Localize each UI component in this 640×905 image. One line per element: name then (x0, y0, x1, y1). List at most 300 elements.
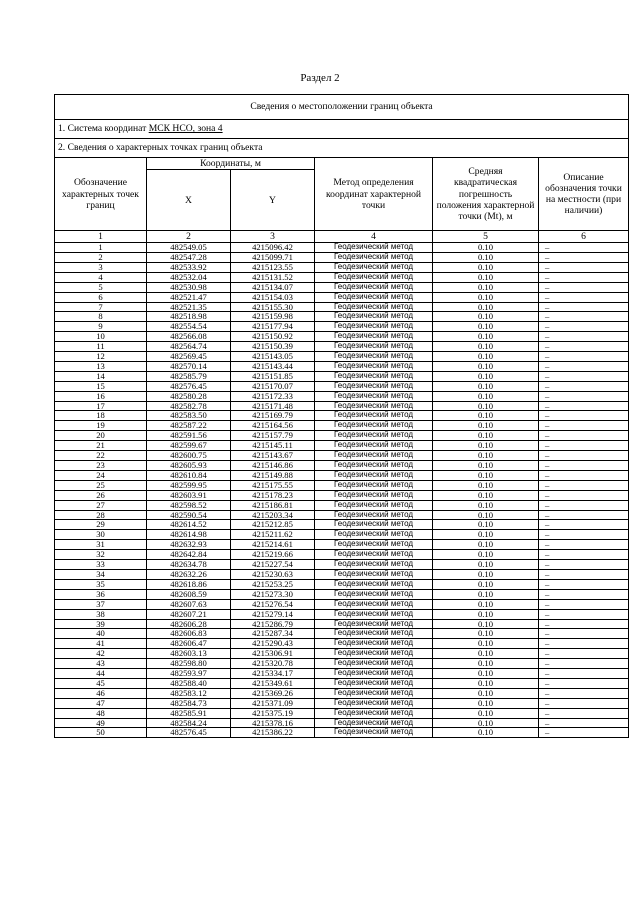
point-number-cell: 43 (55, 659, 147, 669)
point-number-cell: 1 (55, 243, 147, 253)
method-cell: Геодезический метод (315, 599, 433, 609)
point-number-cell: 7 (55, 302, 147, 312)
accuracy-cell: 0.10 (433, 649, 539, 659)
description-cell: – (539, 381, 629, 391)
y-coordinate-cell: 4215212.85 (231, 520, 315, 530)
x-coordinate-cell: 482606.28 (147, 619, 231, 629)
description-cell: – (539, 500, 629, 510)
point-number-cell: 28 (55, 510, 147, 520)
method-cell: Геодезический метод (315, 243, 433, 253)
table-row (55, 560, 629, 570)
y-coordinate-cell: 4215286.79 (231, 619, 315, 629)
accuracy-cell: 0.10 (433, 322, 539, 332)
x-coordinate-cell: 482606.83 (147, 629, 231, 639)
x-coordinate-cell: 482591.56 (147, 431, 231, 441)
description-cell: – (539, 401, 629, 411)
table-row (55, 252, 629, 262)
y-coordinate-cell: 4215149.88 (231, 470, 315, 480)
accuracy-cell: 0.10 (433, 401, 539, 411)
point-number-cell: 14 (55, 371, 147, 381)
table-row (55, 669, 629, 679)
y-coordinate-cell: 4215134.07 (231, 282, 315, 292)
method-cell: Геодезический метод (315, 678, 433, 688)
column-number: 6 (539, 231, 629, 243)
table-row (55, 292, 629, 302)
y-coordinate-cell: 4215150.39 (231, 342, 315, 352)
description-cell: – (539, 421, 629, 431)
x-coordinate-cell: 482614.52 (147, 520, 231, 530)
description-cell: – (539, 678, 629, 688)
table-row (55, 401, 629, 411)
x-coordinate-cell: 482598.52 (147, 500, 231, 510)
accuracy-cell: 0.10 (433, 361, 539, 371)
table-row (55, 480, 629, 490)
point-number-cell: 35 (55, 579, 147, 589)
table-row (55, 728, 629, 738)
y-coordinate-cell: 4215349.61 (231, 678, 315, 688)
description-cell: – (539, 589, 629, 599)
x-coordinate-cell: 482580.28 (147, 391, 231, 401)
y-coordinate-cell: 4215172.33 (231, 391, 315, 401)
method-cell: Геодезический метод (315, 550, 433, 560)
method-cell: Геодезический метод (315, 411, 433, 421)
method-cell: Геодезический метод (315, 461, 433, 471)
accuracy-cell: 0.10 (433, 560, 539, 570)
accuracy-cell: 0.10 (433, 510, 539, 520)
point-number-cell: 45 (55, 678, 147, 688)
description-cell: – (539, 540, 629, 550)
accuracy-cell: 0.10 (433, 500, 539, 510)
method-cell: Геодезический метод (315, 629, 433, 639)
x-coordinate-cell: 482598.80 (147, 659, 231, 669)
x-coordinate-cell: 482608.59 (147, 589, 231, 599)
table-row (55, 639, 629, 649)
x-coordinate-cell: 482533.92 (147, 262, 231, 272)
y-coordinate-cell: 4215378.16 (231, 718, 315, 728)
table-row (55, 708, 629, 718)
table-row (55, 629, 629, 639)
point-number-cell: 23 (55, 461, 147, 471)
method-cell: Геодезический метод (315, 252, 433, 262)
accuracy-cell: 0.10 (433, 589, 539, 599)
accuracy-cell: 0.10 (433, 669, 539, 679)
y-coordinate-cell: 4215157.79 (231, 431, 315, 441)
description-cell: – (539, 480, 629, 490)
accuracy-cell: 0.10 (433, 688, 539, 698)
accuracy-cell: 0.10 (433, 530, 539, 540)
x-coordinate-cell: 482530.98 (147, 282, 231, 292)
y-coordinate-cell: 4215123.55 (231, 262, 315, 272)
y-coordinate-cell: 4215386.22 (231, 728, 315, 738)
header-designation: Обозначение характерных точек границ (55, 158, 147, 231)
method-cell: Геодезический метод (315, 470, 433, 480)
y-coordinate-cell: 4215276.54 (231, 599, 315, 609)
description-cell: – (539, 599, 629, 609)
accuracy-cell: 0.10 (433, 678, 539, 688)
description-cell: – (539, 718, 629, 728)
table-row (55, 302, 629, 312)
y-coordinate-cell: 4215306.91 (231, 649, 315, 659)
point-number-cell: 25 (55, 480, 147, 490)
method-cell: Геодезический метод (315, 361, 433, 371)
table-row (55, 332, 629, 342)
table-row (55, 352, 629, 362)
table-title: Сведения о местоположении границ объекта (55, 95, 629, 120)
table-row (55, 649, 629, 659)
accuracy-cell: 0.10 (433, 431, 539, 441)
description-cell: – (539, 649, 629, 659)
point-number-cell: 2 (55, 252, 147, 262)
coord-system-line (55, 120, 629, 139)
accuracy-cell: 0.10 (433, 579, 539, 589)
description-cell: – (539, 510, 629, 520)
method-cell: Геодезический метод (315, 540, 433, 550)
table-row (55, 243, 629, 253)
method-cell: Геодезический метод (315, 530, 433, 540)
point-number-cell: 17 (55, 401, 147, 411)
method-cell: Геодезический метод (315, 569, 433, 579)
point-number-cell: 5 (55, 282, 147, 292)
table-row (55, 312, 629, 322)
point-number-cell: 20 (55, 431, 147, 441)
description-cell: – (539, 391, 629, 401)
method-cell: Геодезический метод (315, 490, 433, 500)
accuracy-cell: 0.10 (433, 540, 539, 550)
description-cell: – (539, 451, 629, 461)
method-cell: Геодезический метод (315, 322, 433, 332)
x-coordinate-cell: 482603.13 (147, 649, 231, 659)
accuracy-cell: 0.10 (433, 421, 539, 431)
y-coordinate-cell: 4215279.14 (231, 609, 315, 619)
y-coordinate-cell: 4215214.61 (231, 540, 315, 550)
column-number: 1 (55, 231, 147, 243)
method-cell: Геодезический метод (315, 371, 433, 381)
accuracy-cell: 0.10 (433, 470, 539, 480)
table-row (55, 678, 629, 688)
table-row (55, 490, 629, 500)
header-y: Y (231, 170, 315, 231)
header-accuracy (433, 158, 539, 231)
y-coordinate-cell: 4215253.25 (231, 579, 315, 589)
column-number: 3 (231, 231, 315, 243)
x-coordinate-cell: 482584.24 (147, 718, 231, 728)
method-cell: Геодезический метод (315, 669, 433, 679)
boundary-table (54, 94, 629, 738)
point-number-cell: 3 (55, 262, 147, 272)
method-cell: Геодезический метод (315, 500, 433, 510)
point-number-cell: 8 (55, 312, 147, 322)
accuracy-cell: 0.10 (433, 718, 539, 728)
y-coordinate-cell: 4215177.94 (231, 322, 315, 332)
y-coordinate-cell: 4215203.34 (231, 510, 315, 520)
accuracy-cell: 0.10 (433, 292, 539, 302)
description-cell: – (539, 332, 629, 342)
y-coordinate-cell: 4215371.09 (231, 698, 315, 708)
table-row (55, 619, 629, 629)
table-row (55, 381, 629, 391)
table-row (55, 441, 629, 451)
description-cell: – (539, 342, 629, 352)
x-coordinate-cell: 482603.91 (147, 490, 231, 500)
point-number-cell: 46 (55, 688, 147, 698)
method-cell: Геодезический метод (315, 381, 433, 391)
x-coordinate-cell: 482547.28 (147, 252, 231, 262)
header-x: X (147, 170, 231, 231)
table-row (55, 609, 629, 619)
accuracy-cell: 0.10 (433, 371, 539, 381)
header-coordinates: Координаты, м (147, 158, 315, 170)
point-number-cell: 49 (55, 718, 147, 728)
description-cell: – (539, 312, 629, 322)
table-row (55, 569, 629, 579)
method-cell: Геодезический метод (315, 421, 433, 431)
description-cell: – (539, 629, 629, 639)
point-number-cell: 34 (55, 569, 147, 579)
method-cell: Геодезический метод (315, 520, 433, 530)
method-cell: Геодезический метод (315, 718, 433, 728)
point-number-cell: 40 (55, 629, 147, 639)
y-coordinate-cell: 4215178.23 (231, 490, 315, 500)
method-cell: Геодезический метод (315, 302, 433, 312)
x-coordinate-cell: 482642.84 (147, 550, 231, 560)
accuracy-cell: 0.10 (433, 490, 539, 500)
column-number: 4 (315, 231, 433, 243)
x-coordinate-cell: 482521.47 (147, 292, 231, 302)
accuracy-cell: 0.10 (433, 381, 539, 391)
table-row (55, 431, 629, 441)
description-cell: – (539, 371, 629, 381)
y-coordinate-cell: 4215369.26 (231, 688, 315, 698)
method-cell: Геодезический метод (315, 698, 433, 708)
point-number-cell: 37 (55, 599, 147, 609)
y-coordinate-cell: 4215155.30 (231, 302, 315, 312)
accuracy-cell: 0.10 (433, 550, 539, 560)
x-coordinate-cell: 482570.14 (147, 361, 231, 371)
x-coordinate-cell: 482549.05 (147, 243, 231, 253)
point-number-cell: 9 (55, 322, 147, 332)
point-number-cell: 24 (55, 470, 147, 480)
y-coordinate-cell: 4215334.17 (231, 669, 315, 679)
y-coordinate-cell: 4215150.92 (231, 332, 315, 342)
description-cell: – (539, 441, 629, 451)
y-coordinate-cell: 4215219.66 (231, 550, 315, 560)
y-coordinate-cell: 4215096.42 (231, 243, 315, 253)
description-cell: – (539, 470, 629, 480)
method-cell: Геодезический метод (315, 649, 433, 659)
point-number-cell: 6 (55, 292, 147, 302)
description-cell: – (539, 530, 629, 540)
accuracy-cell: 0.10 (433, 262, 539, 272)
accuracy-cell: 0.10 (433, 282, 539, 292)
accuracy-cell: 0.10 (433, 480, 539, 490)
accuracy-cell: 0.10 (433, 451, 539, 461)
description-cell: – (539, 262, 629, 272)
table-row (55, 530, 629, 540)
point-number-cell: 44 (55, 669, 147, 679)
x-coordinate-cell: 482584.73 (147, 698, 231, 708)
y-coordinate-cell: 4215211.62 (231, 530, 315, 540)
point-number-cell: 50 (55, 728, 147, 738)
description-cell: – (539, 659, 629, 669)
point-number-cell: 33 (55, 560, 147, 570)
x-coordinate-cell: 482632.93 (147, 540, 231, 550)
x-coordinate-cell: 482607.63 (147, 599, 231, 609)
accuracy-cell: 0.10 (433, 302, 539, 312)
x-coordinate-cell: 482614.98 (147, 530, 231, 540)
description-cell: – (539, 708, 629, 718)
point-number-cell: 22 (55, 451, 147, 461)
y-coordinate-cell: 4215290.43 (231, 639, 315, 649)
method-cell: Геодезический метод (315, 560, 433, 570)
table-row (55, 272, 629, 282)
table-row (55, 461, 629, 471)
table-row (55, 540, 629, 550)
accuracy-cell: 0.10 (433, 619, 539, 629)
y-coordinate-cell: 4215099.71 (231, 252, 315, 262)
description-cell: – (539, 352, 629, 362)
x-coordinate-cell: 482610.84 (147, 470, 231, 480)
x-coordinate-cell: 482587.22 (147, 421, 231, 431)
y-coordinate-cell: 4215131.52 (231, 272, 315, 282)
x-coordinate-cell: 482583.12 (147, 688, 231, 698)
method-cell: Геодезический метод (315, 589, 433, 599)
accuracy-cell: 0.10 (433, 629, 539, 639)
method-cell: Геодезический метод (315, 342, 433, 352)
method-cell: Геодезический метод (315, 728, 433, 738)
y-coordinate-cell: 4215186.81 (231, 500, 315, 510)
x-coordinate-cell: 482632.26 (147, 569, 231, 579)
point-number-cell: 13 (55, 361, 147, 371)
table-row (55, 510, 629, 520)
point-number-cell: 11 (55, 342, 147, 352)
description-cell: – (539, 411, 629, 421)
description-cell: – (539, 252, 629, 262)
y-coordinate-cell: 4215287.34 (231, 629, 315, 639)
x-coordinate-cell: 482593.97 (147, 669, 231, 679)
table-row (55, 322, 629, 332)
point-number-cell: 15 (55, 381, 147, 391)
table-row (55, 599, 629, 609)
y-coordinate-cell: 4215171.48 (231, 401, 315, 411)
method-cell: Геодезический метод (315, 262, 433, 272)
table-row (55, 342, 629, 352)
y-coordinate-cell: 4215143.67 (231, 451, 315, 461)
description-cell: – (539, 698, 629, 708)
x-coordinate-cell: 482585.91 (147, 708, 231, 718)
description-cell: – (539, 550, 629, 560)
description-cell: – (539, 292, 629, 302)
table-row (55, 371, 629, 381)
table-row (55, 282, 629, 292)
description-cell: – (539, 560, 629, 570)
x-coordinate-cell: 482585.79 (147, 371, 231, 381)
points-table-body (55, 243, 629, 738)
x-coordinate-cell: 482569.45 (147, 352, 231, 362)
method-cell: Геодезический метод (315, 391, 433, 401)
table-row (55, 451, 629, 461)
section-title: Раздел 2 (300, 72, 340, 84)
y-coordinate-cell: 4215375.19 (231, 708, 315, 718)
description-cell: – (539, 361, 629, 371)
y-coordinate-cell: 4215159.98 (231, 312, 315, 322)
accuracy-cell: 0.10 (433, 708, 539, 718)
description-cell: – (539, 490, 629, 500)
x-coordinate-cell: 482599.67 (147, 441, 231, 451)
method-cell: Геодезический метод (315, 688, 433, 698)
description-cell: – (539, 282, 629, 292)
accuracy-cell: 0.10 (433, 698, 539, 708)
table-row (55, 391, 629, 401)
accuracy-cell: 0.10 (433, 728, 539, 738)
x-coordinate-cell: 482600.75 (147, 451, 231, 461)
accuracy-cell: 0.10 (433, 332, 539, 342)
description-cell: – (539, 669, 629, 679)
point-number-cell: 16 (55, 391, 147, 401)
x-coordinate-cell: 482618.86 (147, 579, 231, 589)
accuracy-cell: 0.10 (433, 342, 539, 352)
point-number-cell: 31 (55, 540, 147, 550)
accuracy-cell: 0.10 (433, 659, 539, 669)
table-row (55, 659, 629, 669)
point-number-cell: 36 (55, 589, 147, 599)
description-cell: – (539, 619, 629, 629)
x-coordinate-cell: 482566.08 (147, 332, 231, 342)
x-coordinate-cell: 482532.04 (147, 272, 231, 282)
y-coordinate-cell: 4215273.30 (231, 589, 315, 599)
point-number-cell: 26 (55, 490, 147, 500)
method-cell: Геодезический метод (315, 282, 433, 292)
x-coordinate-cell: 482521.35 (147, 302, 231, 312)
method-cell: Геодезический метод (315, 708, 433, 718)
x-coordinate-cell: 482576.45 (147, 728, 231, 738)
accuracy-cell: 0.10 (433, 609, 539, 619)
point-number-cell: 19 (55, 421, 147, 431)
method-cell: Геодезический метод (315, 639, 433, 649)
description-cell: – (539, 569, 629, 579)
accuracy-cell: 0.10 (433, 312, 539, 322)
method-cell: Геодезический метод (315, 292, 433, 302)
method-cell: Геодезический метод (315, 480, 433, 490)
y-coordinate-cell: 4215154.03 (231, 292, 315, 302)
table-row (55, 550, 629, 560)
x-coordinate-cell: 482588.40 (147, 678, 231, 688)
table-row (55, 579, 629, 589)
method-cell: Геодезический метод (315, 431, 433, 441)
method-cell: Геодезический метод (315, 352, 433, 362)
x-coordinate-cell: 482634.78 (147, 560, 231, 570)
point-number-cell: 21 (55, 441, 147, 451)
description-cell: – (539, 322, 629, 332)
table-row (55, 500, 629, 510)
point-number-cell: 47 (55, 698, 147, 708)
method-cell: Геодезический метод (315, 451, 433, 461)
x-coordinate-cell: 482576.45 (147, 381, 231, 391)
description-cell: – (539, 431, 629, 441)
y-coordinate-cell: 4215170.07 (231, 381, 315, 391)
method-cell: Геодезический метод (315, 659, 433, 669)
x-coordinate-cell: 482564.74 (147, 342, 231, 352)
description-cell: – (539, 688, 629, 698)
method-cell: Геодезический метод (315, 332, 433, 342)
description-cell: – (539, 728, 629, 738)
x-coordinate-cell: 482607.21 (147, 609, 231, 619)
point-number-cell: 27 (55, 500, 147, 510)
point-number-cell: 48 (55, 708, 147, 718)
column-number-row (55, 231, 629, 243)
points-heading: 2. Сведения о характерных точках границ объекта (55, 139, 629, 158)
coord-system-value: МСК НСО, зона 4 (148, 123, 223, 135)
method-cell: Геодезический метод (315, 272, 433, 282)
